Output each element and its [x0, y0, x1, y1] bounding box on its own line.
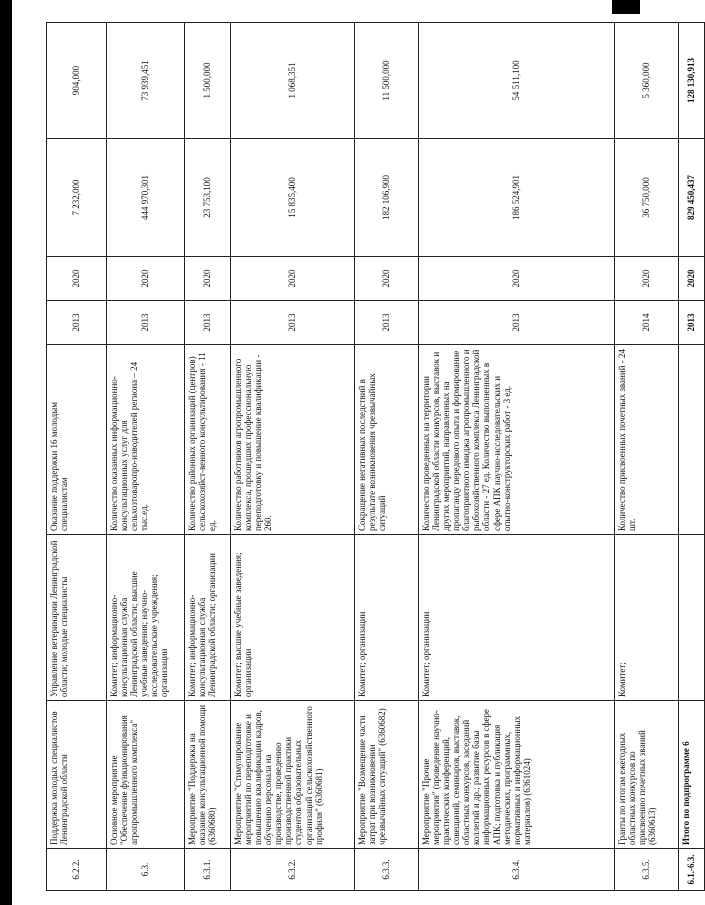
subprogram-table: [46, 22, 705, 891]
row-code: 6.3.5.: [615, 849, 679, 891]
row-executor: Комитет; организации: [419, 535, 615, 701]
table-row: [47, 23, 107, 891]
row-end-year: 2020: [107, 257, 185, 301]
row-total-amount: 15 835,400: [231, 139, 355, 257]
row-end-year: 2020: [679, 257, 705, 301]
row-executor: Комитет; информационно-консультационная служба Ленинградской области; высшие учебные заведения; научно-исследовательские учреждения; организации: [107, 535, 185, 701]
row-start-year: 2014: [615, 301, 679, 345]
row-budget-amount: 128 130,913: [679, 23, 705, 139]
row-executor: Комитет;: [615, 535, 679, 701]
row-name: Гранты по итогам ежегодных областных конкурсов по присвоению почетных званий (6360613): [615, 701, 679, 849]
row-end-year: 2020: [615, 257, 679, 301]
row-total-amount: 444 970,301: [107, 139, 185, 257]
row-budget-amount: 904,000: [47, 23, 107, 139]
row-executor: Комитет; высшие учебные заведения; организации: [231, 535, 355, 701]
table-body: [47, 23, 705, 891]
row-end-year: 2020: [185, 257, 231, 301]
row-budget-amount: 73 939,451: [107, 23, 185, 139]
row-start-year: 2013: [185, 301, 231, 345]
table-row: [107, 23, 185, 891]
row-result: Оказание поддержки 16 молодым специалистам: [47, 345, 107, 535]
table-row: [185, 23, 231, 891]
row-code: 6.3.: [107, 849, 185, 891]
row-start-year: 2013: [47, 301, 107, 345]
row-total-amount: 829 450,437: [679, 139, 705, 257]
row-result: [679, 345, 705, 535]
row-start-year: 2013: [679, 301, 705, 345]
row-name: Мероприятие "Прочие мероприятия" (проведение научно-практических конференций, совещаний, семинаров, выставок, областных конкурсов, заседаний коллегий и др.; развитие базы информационных ресурсов в сфере АПК; подготовка и публикация методических, программных, нормативных и информационных материалов) (6361024): [419, 701, 615, 849]
table-row: [355, 23, 419, 891]
row-budget-amount: 1 068,351: [231, 23, 355, 139]
row-budget-amount: 5 360,000: [615, 23, 679, 139]
row-name: Мероприятие "Возмещение части затрат при возникновении чрезвычайных ситуаций" (6360682): [355, 701, 419, 849]
row-budget-amount: 1 500,000: [185, 23, 231, 139]
row-budget-amount: 54 511,100: [419, 23, 615, 139]
row-start-year: 2013: [419, 301, 615, 345]
row-end-year: 2020: [47, 257, 107, 301]
row-executor: [679, 535, 705, 701]
table-row: [231, 23, 355, 891]
row-start-year: 2013: [231, 301, 355, 345]
row-total-amount: 7 232,000: [47, 139, 107, 257]
row-code: 6.3.1.: [185, 849, 231, 891]
row-result: Количество оказанных информационно-консультационных услуг для сельхозтоваропро-изводителей региона – 24 тыс.ед.: [107, 345, 185, 535]
row-executor: Комитет; организации: [355, 535, 419, 701]
row-total-amount: 186 524,901: [419, 139, 615, 257]
row-budget-amount: 11 500,000: [355, 23, 419, 139]
row-result: Количество присвоенных почетных званий - 24 шт.: [615, 345, 679, 535]
row-name: Мероприятие "Стимулирование мероприятий по переподготовке и повышению квалификации кадров, обучению персонала на производстве, проведению производственной практики студентов образовательных организаций сельскохозяйственного профиля" (6360681): [231, 701, 355, 849]
row-executor: Комитет; информационно-консультационная служба Ленинградской области; организации: [185, 535, 231, 701]
row-end-year: 2020: [231, 257, 355, 301]
table-row: [419, 23, 615, 891]
row-start-year: 2013: [355, 301, 419, 345]
row-total-amount: 36 750,000: [615, 139, 679, 257]
total-row: [679, 23, 705, 891]
row-start-year: 2013: [107, 301, 185, 345]
row-result: Количество проведенных на территории Ленинградской области конкурсов, выставок и других мероприятий, направленных на пропаганду передового опыта и формирование благоприятного имиджа агропромышленного и рыбохозяйственного комплекса Ленинградской области - 27 ед. Количество выполненных в сфере АПК научно-исследовательских и опытно-конструкторских работ - 3 ед.: [419, 345, 615, 535]
row-code: 6.3.4.: [419, 849, 615, 891]
row-total-amount: 182 106,900: [355, 139, 419, 257]
row-name: Основное мероприятие "Обеспечение функционирования агропромышленного комплекса": [107, 701, 185, 849]
row-end-year: 2020: [419, 257, 615, 301]
row-name: Итого по подпрограмме 6: [679, 701, 705, 849]
row-code: 6.3.3.: [355, 849, 419, 891]
row-result: Количество районных организаций (центров) сельскохозяйст-венного консультирования - 11 ед.: [185, 345, 231, 535]
row-result: Сокращение негативных последствий в результате возникновения чрезвычайных ситуаций: [355, 345, 419, 535]
row-end-year: 2020: [355, 257, 419, 301]
table-row: [615, 23, 679, 891]
row-code: 6.2.2.: [47, 849, 107, 891]
row-total-amount: 23 753,100: [185, 139, 231, 257]
row-result: Количество работников агропромышленного комплекса, прошедших профессиональную переподготовку и повышение квалификации - 260.: [231, 345, 355, 535]
row-code: 6.1.-6.3.: [679, 849, 705, 891]
row-name: Мероприятие "Поддержка на оказание консультационной помощи (6360680): [185, 701, 231, 849]
row-code: 6.3.2.: [231, 849, 355, 891]
row-name: Поддержка молодых специалистов Ленинградской области: [47, 701, 107, 849]
row-executor: Управление ветеринарии Ленинградской области; молодые специалисты: [47, 535, 107, 701]
